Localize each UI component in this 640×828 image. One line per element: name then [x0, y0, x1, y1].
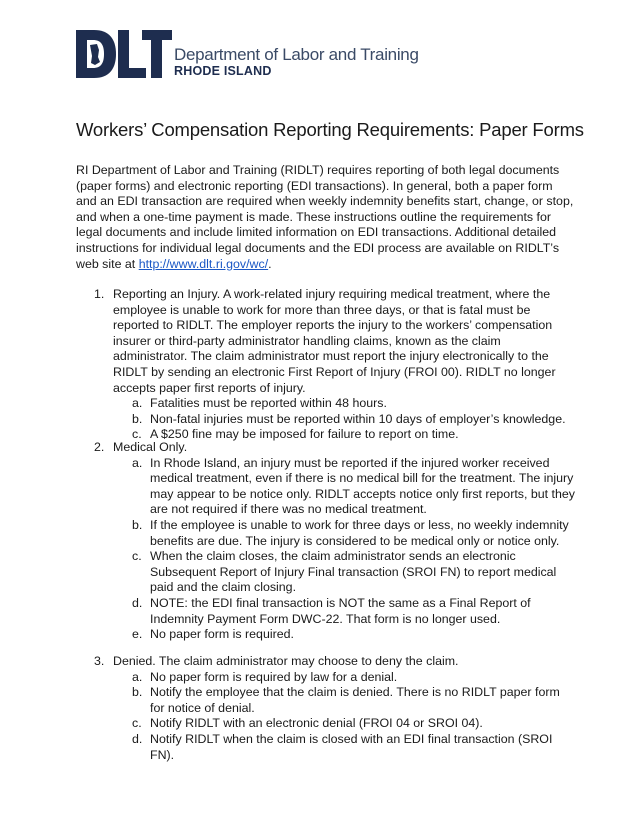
sub-item-text: Notify the employee that the claim is denied. There is no RIDLT paper form for notice of denial. [150, 685, 560, 715]
sub-list [113, 456, 576, 643]
sub-item-text: A $250 fine may be imposed for failure to report on time. [150, 427, 459, 442]
sub-item [113, 596, 576, 627]
section-item [76, 440, 576, 643]
sub-item-text: If the employee is unable to work for three days or less, no weekly indemnity benefits are due. The injury is considered to be medical only or notice only. [150, 517, 569, 548]
sub-item-letter: c. [132, 549, 142, 564]
department-name: Department of Labor and Training [174, 45, 419, 64]
section-text: Reporting an Injury. A work-related injury requiring medical treatment, where the employee is unable to work for more than three days, or that is fatal must be reported to RIDLT. The employer reports the injury to the workers’ compensation insurer or third-party administrator handling claims, known as the claim administrator. The claim administrator must report the injury electronically to the RIDLT by sending an electronic First Report of Injury (FROI 00). RIDLT no longer accepts paper first reports of injury. [113, 287, 556, 395]
sub-item-letter: a. [132, 396, 143, 411]
sub-item-text: No paper form is required by law for a denial. [150, 669, 398, 684]
intro-paragraph [76, 163, 576, 272]
section-text: Medical Only. [113, 440, 188, 454]
sub-item-text: In Rhode Island, an injury must be reported if the injured worker received medical treatment, even if there is no medical bill for the treatment. The injury may appear to be notice only. RIDLT accepts notice only first reports, but they are not required if there was no medical treatment. [150, 455, 575, 517]
sub-item-letter: d. [132, 595, 143, 610]
sub-item [113, 396, 576, 412]
sub-item-text: When the claim closes, the claim administrator sends an electronic Subsequent Report of Injury Final transaction (SROI FN) to report medical paid and the claim closing. [150, 549, 557, 595]
section-number: 3. [94, 654, 105, 668]
sub-item [113, 456, 576, 518]
sub-item-text: NOTE: the EDI final transaction is NOT the same as a Final Report of Indemnity Payment Form DWC-22. That form is no longer used. [150, 595, 531, 626]
sub-item-letter: b. [132, 411, 143, 426]
intro-end: . [268, 256, 272, 271]
sub-item-letter: a. [132, 455, 143, 470]
sub-item [113, 549, 576, 596]
sub-item-text: Fatalities must be reported within 48 hours. [150, 396, 387, 411]
sub-item-letter: b. [132, 685, 143, 700]
sub-item-text: No paper form is required. [150, 627, 294, 642]
sub-item-text: Notify RIDLT when the claim is closed with an EDI final transaction (SROI FN). [150, 731, 553, 762]
sub-item-text: Notify RIDLT with an electronic denial (FROI 04 or SROI 04). [150, 716, 483, 731]
sub-item [113, 518, 576, 549]
section-list-3 [76, 654, 576, 763]
sub-item [113, 412, 576, 428]
sub-item [113, 670, 576, 686]
sub-list [113, 670, 576, 764]
dlt-logo-mark [76, 30, 172, 78]
section-text: Denied. The claim administrator may choose to deny the claim. [113, 654, 459, 668]
sub-item-text: Non-fatal injuries must be reported within 10 days of employer’s knowledge. [150, 411, 566, 426]
state-name: RHODE ISLAND [174, 64, 272, 78]
section-item [76, 654, 576, 763]
sub-item [113, 732, 576, 763]
page-title: Workers’ Compensation Reporting Requirements: Paper Forms [76, 119, 584, 140]
sub-item [113, 685, 576, 716]
section-number: 1. [94, 287, 105, 301]
section-list-1 [76, 287, 576, 443]
sub-item-letter: a. [132, 669, 143, 684]
section-item [76, 287, 576, 443]
sub-list [113, 396, 576, 443]
sub-item [113, 716, 576, 732]
sub-item-letter: e. [132, 627, 143, 642]
section-list-2 [76, 440, 576, 643]
intro-text: RI Department of Labor and Training (RIDLT) requires reporting of both legal documents (paper forms) and electronic reporting (EDI transactions). In general, both a paper form and an EDI transaction are required when weekly indemnity benefits start, change, or stop, and when a one-time payment is made. These instructions outline the requirements for legal documents and include limited information on EDI transactions. Additional detailed instructions for individual legal documents and the EDI process are available on RIDLT’s web site at [76, 163, 574, 271]
section-number: 2. [94, 440, 105, 454]
sub-item [113, 627, 576, 643]
sub-item-letter: c. [132, 716, 142, 731]
sub-item-letter: d. [132, 731, 143, 746]
sub-item-letter: b. [132, 517, 143, 532]
wc-website-link[interactable]: http://www.dlt.ri.gov/wc/ [138, 256, 269, 271]
sub-item-letter: c. [132, 427, 142, 442]
